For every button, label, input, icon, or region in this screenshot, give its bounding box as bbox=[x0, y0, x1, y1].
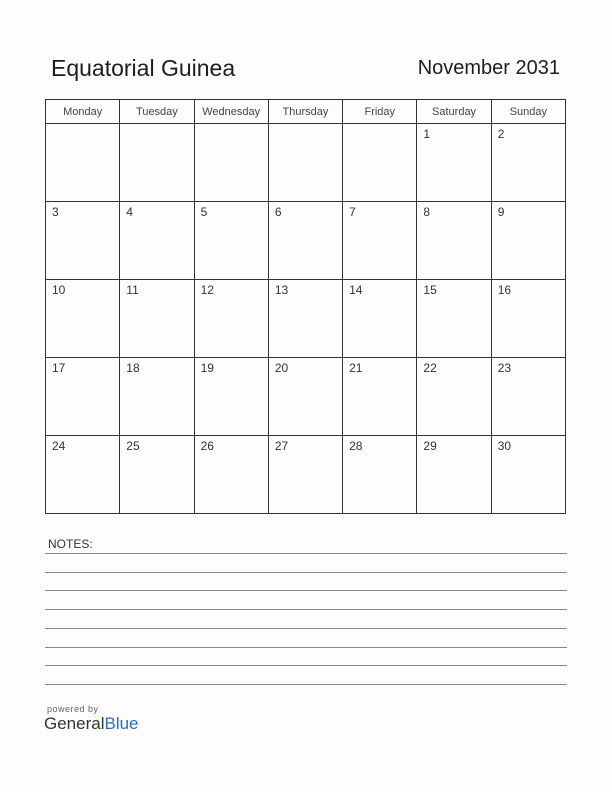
day-number: 18 bbox=[126, 361, 140, 375]
day-cell bbox=[343, 280, 417, 358]
day-cell bbox=[491, 358, 565, 436]
day-number: 28 bbox=[349, 439, 363, 453]
day-cell bbox=[46, 436, 120, 514]
day-cell bbox=[417, 202, 491, 280]
day-number bbox=[120, 124, 193, 127]
day-cell bbox=[268, 280, 342, 358]
notes-label: NOTES: bbox=[48, 537, 93, 551]
generalblue-logo bbox=[44, 704, 139, 734]
note-line bbox=[45, 628, 567, 629]
day-number: 1 bbox=[423, 127, 431, 141]
week-row bbox=[46, 280, 566, 358]
day-number bbox=[46, 124, 119, 127]
weekday-header: Tuesday bbox=[120, 100, 194, 124]
day-number: 6 bbox=[274, 205, 282, 219]
note-line bbox=[45, 590, 567, 591]
weekday-header: Monday bbox=[46, 100, 120, 124]
day-number: 23 bbox=[497, 361, 512, 375]
day-cell bbox=[417, 280, 491, 358]
day-cell bbox=[343, 124, 417, 202]
brand-name-general: General bbox=[44, 714, 105, 733]
day-cell bbox=[120, 124, 194, 202]
day-number: 11 bbox=[126, 283, 139, 297]
day-cell bbox=[46, 280, 120, 358]
day-number: 16 bbox=[497, 283, 512, 297]
day-cell bbox=[46, 124, 120, 202]
weekday-header: Wednesday bbox=[194, 100, 268, 124]
brand-name bbox=[44, 714, 139, 734]
day-number: 26 bbox=[200, 439, 214, 453]
day-number: 8 bbox=[423, 205, 431, 219]
week-row bbox=[46, 436, 566, 514]
day-cell bbox=[491, 280, 565, 358]
day-number: 24 bbox=[52, 439, 66, 453]
day-cell bbox=[46, 202, 120, 280]
day-cell bbox=[417, 124, 491, 202]
week-row bbox=[46, 202, 566, 280]
day-number: 4 bbox=[126, 205, 133, 219]
day-number: 27 bbox=[274, 439, 289, 453]
day-number: 14 bbox=[349, 283, 363, 297]
day-cell bbox=[491, 124, 565, 202]
day-number: 3 bbox=[52, 205, 59, 219]
day-number: 19 bbox=[200, 361, 214, 375]
note-line bbox=[45, 684, 567, 685]
calendar-country-title: Equatorial Guinea bbox=[51, 55, 236, 81]
note-line bbox=[45, 553, 567, 554]
day-cell bbox=[194, 280, 268, 358]
day-number bbox=[269, 124, 342, 127]
day-cell bbox=[194, 436, 268, 514]
week-row bbox=[46, 358, 566, 436]
weekday-header: Saturday bbox=[417, 100, 491, 124]
day-cell bbox=[194, 124, 268, 202]
day-cell bbox=[194, 358, 268, 436]
note-line bbox=[45, 665, 567, 666]
day-number: 30 bbox=[497, 439, 512, 453]
day-number: 15 bbox=[423, 283, 437, 297]
day-number: 7 bbox=[349, 205, 356, 219]
day-cell bbox=[343, 436, 417, 514]
day-number: 10 bbox=[52, 283, 66, 297]
weekday-header: Thursday bbox=[268, 100, 342, 124]
day-cell bbox=[194, 202, 268, 280]
day-cell bbox=[120, 436, 194, 514]
day-cell bbox=[491, 436, 565, 514]
day-cell bbox=[268, 436, 342, 514]
note-line bbox=[45, 572, 567, 573]
day-number bbox=[343, 124, 416, 127]
calendar-grid bbox=[45, 99, 566, 514]
weekday-header: Friday bbox=[343, 100, 417, 124]
weekday-header: Sunday bbox=[491, 100, 565, 124]
day-cell bbox=[343, 358, 417, 436]
day-number: 5 bbox=[200, 205, 208, 219]
day-number: 29 bbox=[423, 439, 437, 453]
day-cell bbox=[268, 202, 342, 280]
day-number: 12 bbox=[200, 283, 214, 297]
day-cell bbox=[120, 202, 194, 280]
day-cell bbox=[417, 358, 491, 436]
day-cell bbox=[268, 124, 342, 202]
week-row bbox=[46, 124, 566, 202]
day-cell bbox=[46, 358, 120, 436]
day-cell bbox=[268, 358, 342, 436]
day-number: 22 bbox=[423, 361, 437, 375]
day-number bbox=[195, 124, 268, 127]
day-number: 21 bbox=[349, 361, 363, 375]
day-number: 17 bbox=[52, 361, 66, 375]
brand-name-blue: Blue bbox=[104, 714, 139, 733]
day-number: 13 bbox=[274, 283, 289, 297]
day-number: 2 bbox=[497, 127, 505, 141]
note-line bbox=[45, 647, 567, 648]
day-cell bbox=[343, 202, 417, 280]
powered-by-text: powered by bbox=[47, 704, 99, 714]
note-line bbox=[45, 609, 567, 610]
day-cell bbox=[417, 436, 491, 514]
day-cell bbox=[120, 358, 194, 436]
day-number: 25 bbox=[126, 439, 140, 453]
day-cell bbox=[491, 202, 565, 280]
day-number: 20 bbox=[274, 361, 289, 375]
day-cell bbox=[120, 280, 194, 358]
weekday-header-row bbox=[46, 100, 566, 124]
day-number: 9 bbox=[497, 205, 505, 219]
calendar-month-title: November 2031 bbox=[417, 57, 560, 79]
